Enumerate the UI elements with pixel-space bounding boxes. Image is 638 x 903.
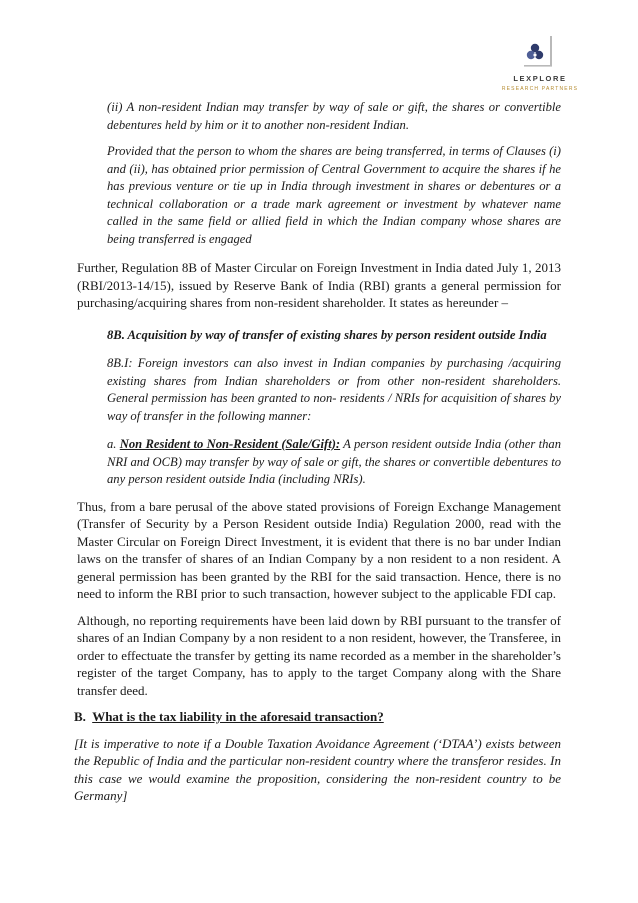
section-b-title: What is the tax liability in the aforesaid transaction? xyxy=(92,709,384,724)
company-logo xyxy=(498,36,598,96)
item-prefix: a. xyxy=(107,437,117,451)
quote2-para1: 8B.I: Foreign investors can also invest in Indian companies by purchasing /acquiring existing shares from Indian shareholders or from other non-resident shareholders. General permission has been granted to non- residents / NRIs for acquisition of shares by way of transfer in the following manner: xyxy=(107,356,561,423)
lexplore-logo-icon xyxy=(520,36,560,74)
dtaa-note: [It is imperative to note if a Double Taxation Avoidance Agreement (‘DTAA’) exists between the Republic of India and the particular non-resident country where the transferor resides. In this case we would examine the proposition, considering the non-resident country to be Germany] xyxy=(74,735,561,803)
quote1-para1: (ii) A non-resident Indian may transfer by way of sale or gift, the shares or convertible debentures held by him or it to another non-resident Indian. xyxy=(107,100,561,132)
body-para-conclusion: Thus, from a bare perusal of the above stated provisions of Foreign Exchange Management (Transfer of Security by a Person Resident outside India) Regulation 2000, read with the Master Circular on Foreign Direct Investment, it is evident that there is no bar under Indian laws on the transfer of shares of an Indian Company by a non resident to a non resident. A general permission has been granted by the RBI for the said transaction. Hence, there is no need to inform the RBI prior to such transaction, however subject to the applicable FDI cap. xyxy=(77,498,561,601)
quote1-para2: Provided that the person to whom the shares are being transferred, in terms of Clauses (i) and (ii), has obtained prior permission of Central Government to acquire the shares if he has previous venture or tie up in India through investment in shares or debentures or a technical collaboration or a trade mark agreement or investment by whatever name called in the same field or allied field in which the Indian company whose shares are being transferred is engaged xyxy=(107,144,561,246)
quote2-item-a xyxy=(107,436,561,489)
item-title: Non Resident to Non-Resident (Sale/Gift): xyxy=(119,437,341,451)
quote2-heading: 8B. Acquisition by way of transfer of existing shares by person resident outside India xyxy=(107,327,547,342)
item-text: A person resident outside India (other than NRI and OCB) may transfer by way of sale or gift, the shares or convertible debentures to any person resident outside India (including NRIs). xyxy=(107,437,561,486)
body-para-reporting: Although, no reporting requirements have been laid down by RBI pursuant to the transfer of shares of an Indian Company by a non resident to a non resident, however, the Transferee, in order to effectuate the transfer by getting its name recorded as a member in the shareholder’s register of the target Company, has to apply to the target Company along with the Share transfer deed. xyxy=(77,612,561,698)
section-b-letter: B. xyxy=(74,709,86,724)
logo-name: LEXPLORE xyxy=(513,74,567,83)
section-b-heading xyxy=(74,708,561,726)
document-page xyxy=(74,99,561,805)
body-para-regulation: Further, Regulation 8B of Master Circular on Foreign Investment in India dated July 1, 2013 (RBI/2013-14/15), issued by Reserve Bank of India (RBI) grants a general permission for purchasing/acquiring shares from non-resident shareholder. It states as hereunder – xyxy=(77,260,561,310)
logo-tagline: RESEARCH PARTNERS xyxy=(501,86,579,92)
